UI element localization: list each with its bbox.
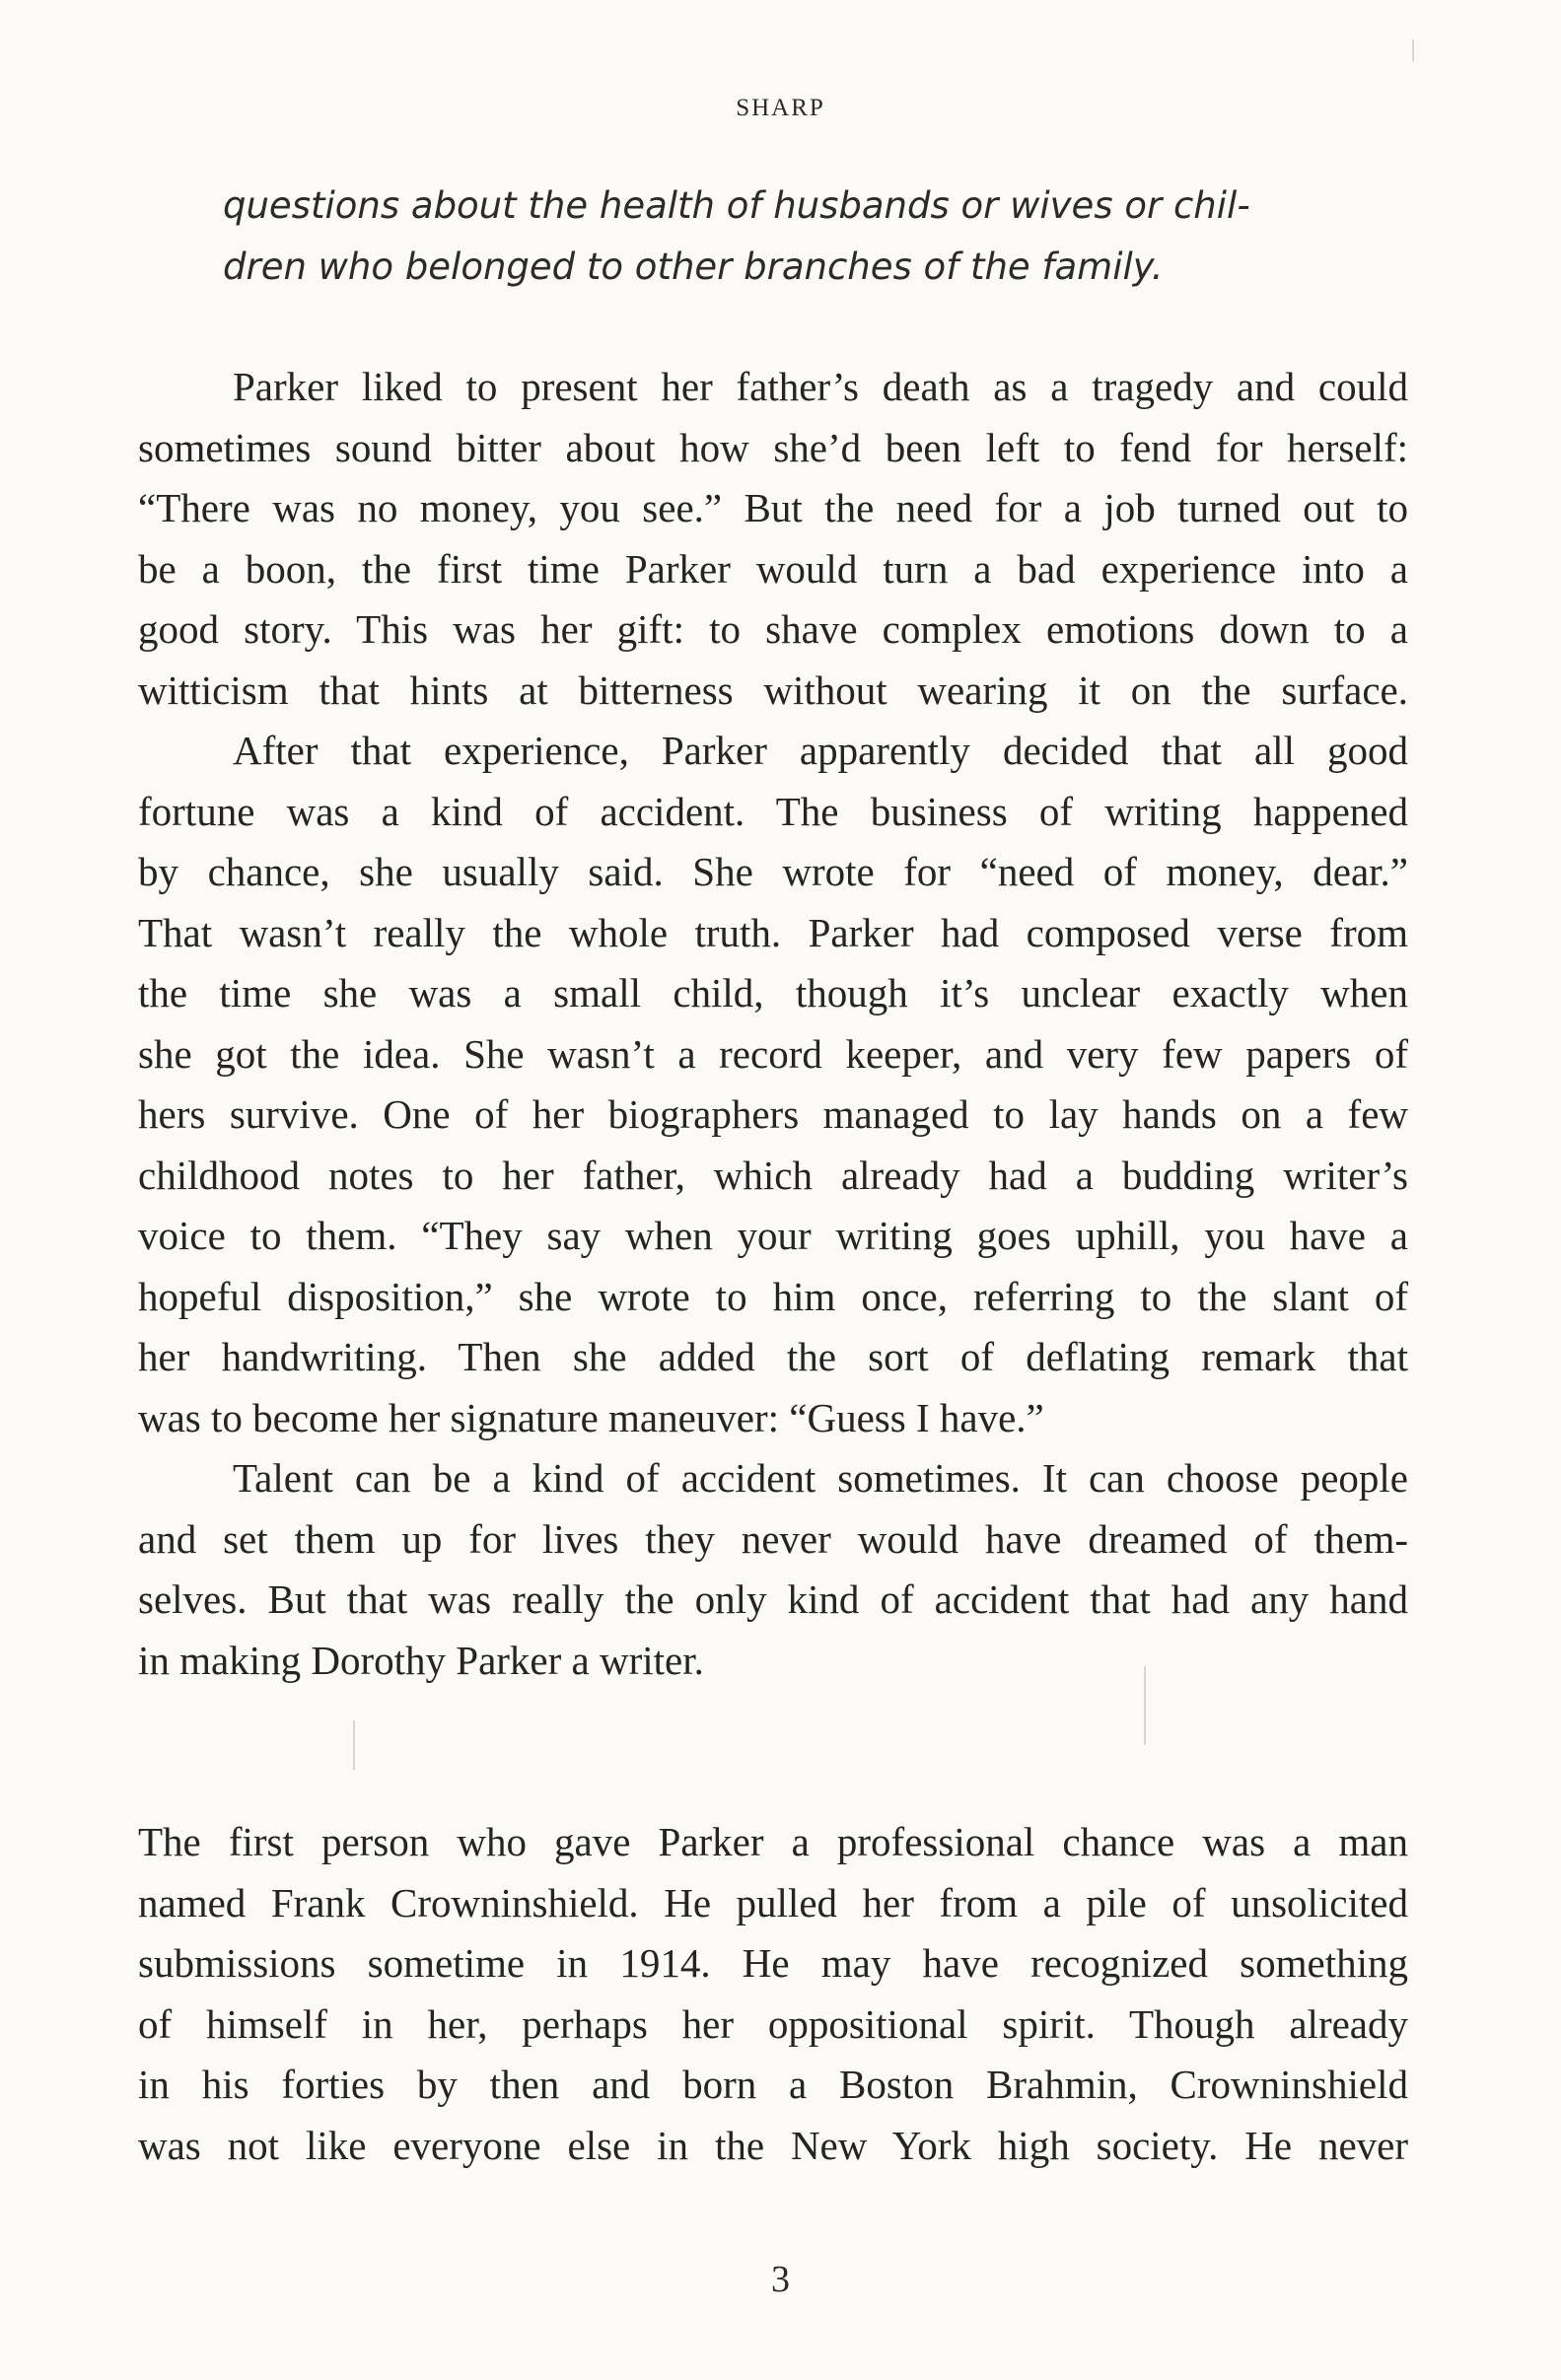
text-line: “There was no money, you see.” But the need for a job turned out to bbox=[138, 485, 1408, 530]
text-line: she got the idea. She wasn’t a record keeper, and very few papers of bbox=[138, 1030, 1408, 1077]
scan-speck bbox=[1412, 39, 1414, 61]
text-line: of himself in her, perhaps her oppositional spirit. Though already bbox=[138, 2000, 1408, 2047]
paragraph-4 bbox=[138, 1812, 1408, 2176]
text-line: sometimes sound bitter about how she’d been left to fend for herself: bbox=[138, 424, 1408, 470]
text-line: by chance, she usually said. She wrote for “need of money, dear.” bbox=[138, 849, 1408, 894]
text-line: hopeful disposition,” she wrote to him once, referring to the slant of bbox=[138, 1273, 1408, 1319]
text-line: voice to them. “They say when your writing goes uphill, you have a bbox=[138, 1213, 1408, 1258]
scan-speck bbox=[1144, 1666, 1146, 1745]
text-line: witticism that hints at bitterness without wearing it on the surface. bbox=[138, 666, 1408, 713]
text-line: the time she was a small child, though it’s unclear exactly when bbox=[138, 970, 1408, 1015]
text-line: good story. This was her gift: to shave complex emotions down to a bbox=[138, 606, 1408, 652]
text-line: named Frank Crowninshield. He pulled her from a pile of unsolicited bbox=[138, 1879, 1408, 1925]
text-line: submissions sometime in 1914. He may have recognized something bbox=[138, 1940, 1408, 1986]
paragraph-3 bbox=[138, 1448, 1408, 1691]
text-line: and set them up for lives they never would have dreamed of them- bbox=[138, 1515, 1408, 1562]
text-line: Parker liked to present her father’s death as a tragedy and could bbox=[233, 364, 1408, 409]
text-line: Talent can be a kind of accident sometimes. It can choose people bbox=[233, 1455, 1408, 1501]
text-line: in making Dorothy Parker a writer. bbox=[138, 1637, 704, 1683]
text-line: was to become her signature maneuver: “Guess I have.” bbox=[138, 1394, 1044, 1440]
epigraph-line: dren who belonged to other branches of the family. bbox=[223, 245, 1164, 288]
text-line: was not like everyone else in the New York high society. He never bbox=[138, 2122, 1408, 2168]
text-line: in his forties by then and born a Boston Brahmin, Crowninshield bbox=[138, 2062, 1408, 2107]
paragraph-2 bbox=[138, 721, 1408, 1448]
text-line: fortune was a kind of accident. The business of writing happened bbox=[138, 788, 1408, 834]
text-line: That wasn’t really the whole truth. Parker had composed verse from bbox=[138, 909, 1408, 955]
page-number: 3 bbox=[771, 2259, 790, 2300]
text-line: childhood notes to her father, which already had a budding writer’s bbox=[138, 1152, 1408, 1198]
text-line: The first person who gave Parker a professional chance was a man bbox=[138, 1819, 1408, 1864]
running-head: SHARP bbox=[736, 95, 825, 121]
paragraph-1 bbox=[138, 357, 1408, 721]
text-line: be a boon, the first time Parker would turn a bad experience into a bbox=[138, 545, 1408, 592]
scan-speck bbox=[353, 1720, 355, 1770]
text-line: hers survive. One of her biographers managed to lay hands on a few bbox=[138, 1091, 1408, 1137]
text-line: her handwriting. Then she added the sort of deflating remark that bbox=[138, 1334, 1408, 1379]
epigraph-quote bbox=[223, 175, 1317, 298]
epigraph-line: questions about the health of husbands or wives or chil- bbox=[223, 184, 1250, 227]
text-line: selves. But that was really the only kind of accident that had any hand bbox=[138, 1576, 1408, 1622]
text-line: After that experience, Parker apparently decided that all good bbox=[233, 728, 1408, 773]
